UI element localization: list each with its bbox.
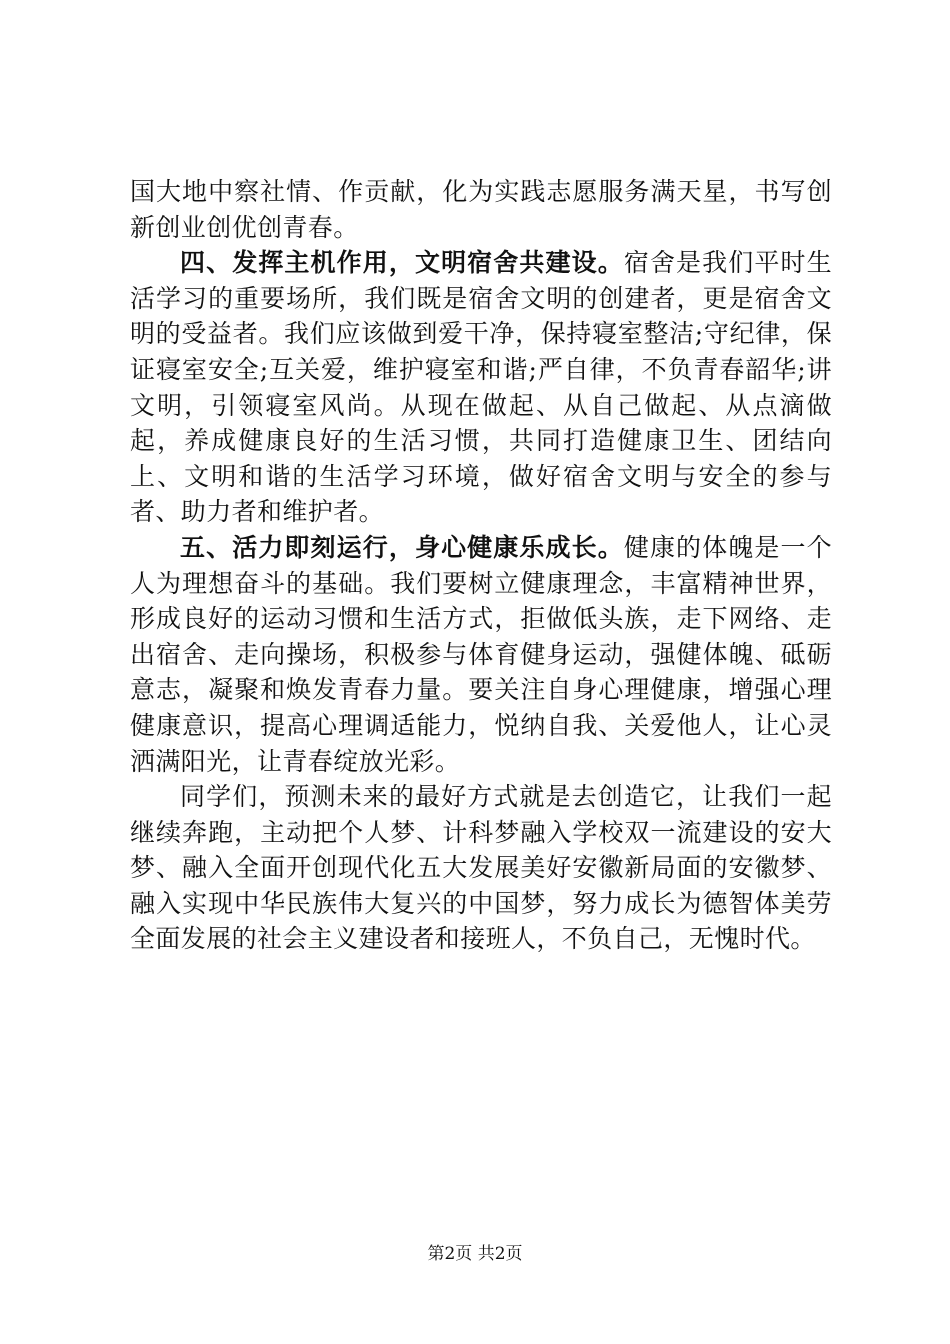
paragraph-continuation: [130, 174, 832, 245]
section-heading: 五、活力即刻运行，身心健康乐成长。: [180, 532, 624, 562]
paragraph-section-five: [130, 530, 832, 779]
paragraph-text: 宿舍是我们平时生活学习的重要场所，我们既是宿舍文明的创建者，更是宿舍文明的受益者。我们应该做到爱干净，保持寝室整洁;守纪律，保证寝室安全;互关爱，维护寝室和谐;严自律，不负青春韶华;讲文明，引领寝室风尚。从现在做起、从自己做起、从点滴做起，养成健康良好的生活习惯，共同打造健康卫生、团结向上、文明和谐的生活学习环境，做好宿舍文明与安全的参与者、助力者和维护者。: [130, 248, 832, 527]
document-body: [130, 174, 832, 957]
paragraph-section-four: [130, 245, 832, 530]
paragraph-text: 健康的体魄是一个人为理想奋斗的基础。我们要树立健康理念，丰富精神世界，形成良好的运动习惯和生活方式，拒做低头族，走下网络、走出宿舍、走向操场，积极参与体育健身运动，强健体魄、砥砺意志，凝聚和焕发青春力量。要关注自身心理健康，增强心理健康意识，提高心理调适能力，悦纳自我、关爱他人，让心灵洒满阳光，让青春绽放光彩。: [130, 532, 832, 776]
section-heading: 四、发挥主机作用，文明宿舍共建设。: [180, 248, 624, 278]
page-number-footer: 第2页 共2页: [427, 1244, 523, 1264]
paragraph-text: 国大地中察社情、作贡献，化为实践志愿服务满天星，书写创新创业创优创青春。: [130, 177, 832, 242]
paragraph-closing: [130, 779, 832, 957]
paragraph-text: 同学们，预测未来的最好方式就是去创造它，让我们一起继续奔跑，主动把个人梦、计科梦融入学校双一流建设的安大梦、融入全面开创现代化五大发展美好安徽新局面的安徽梦、融入实现中华民族伟大复兴的中国梦，努力成长为德智体美劳全面发展的社会主义建设者和接班人，不负自己，无愧时代。: [130, 782, 832, 954]
